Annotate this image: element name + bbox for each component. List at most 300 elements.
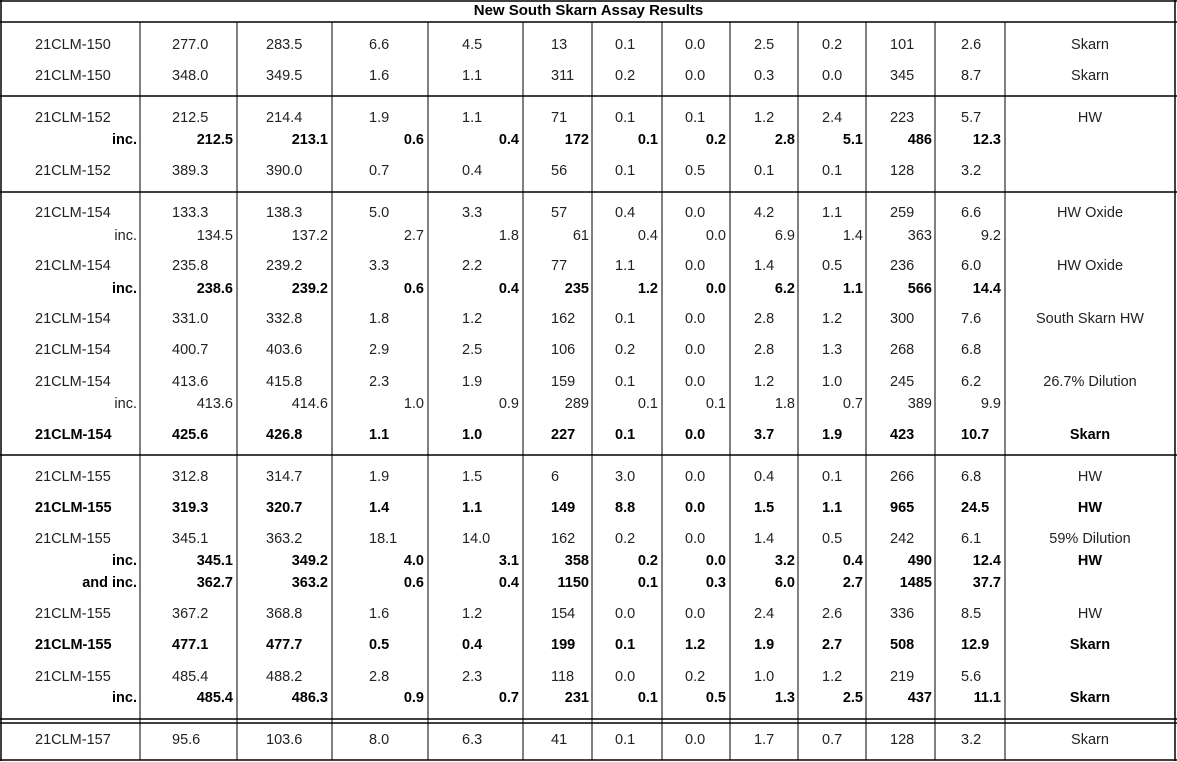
hole-id: 21CLM-155 <box>35 531 111 547</box>
assay-value: 1.1 <box>822 205 843 221</box>
assay-value: 0.0 <box>685 37 706 53</box>
assay-value: 363 <box>907 228 932 244</box>
assay-value: 0.0 <box>685 311 706 327</box>
assay-value: 358 <box>564 553 589 569</box>
assay-value: 1.0 <box>403 396 424 412</box>
assay-value: 0.7 <box>842 396 863 412</box>
assay-value: 488.2 <box>266 669 303 685</box>
assay-value: 4.0 <box>403 553 424 569</box>
assay-value: 0.2 <box>822 37 843 53</box>
assay-value: 0.0 <box>685 342 706 358</box>
assay-value: 118 <box>551 669 575 685</box>
assay-value: 0.1 <box>615 374 636 390</box>
assay-value: 2.5 <box>842 690 863 706</box>
zone-note: HW <box>1077 606 1103 622</box>
assay-value: 5.1 <box>842 132 863 148</box>
zone-note: Skarn <box>1071 732 1109 748</box>
assay-value: 314.7 <box>266 469 303 485</box>
assay-value: 0.0 <box>685 732 706 748</box>
assay-value: 0.0 <box>685 427 706 443</box>
assay-value: 1.0 <box>754 669 775 685</box>
assay-value: 1.4 <box>842 228 863 244</box>
assay-value: 37.7 <box>972 575 1001 591</box>
assay-value: 219 <box>890 669 915 685</box>
assay-value: 0.1 <box>615 427 636 443</box>
assay-value: 289 <box>564 396 589 412</box>
assay-value: 486 <box>907 132 932 148</box>
assay-value: 9.2 <box>980 228 1001 244</box>
zone-note: Skarn <box>1069 690 1111 706</box>
assay-value: 0.1 <box>615 311 636 327</box>
assay-value: 0.2 <box>615 531 636 547</box>
assay-value: 235 <box>564 281 589 297</box>
assay-value: 348.0 <box>172 68 209 84</box>
assay-value: 0.4 <box>615 205 636 221</box>
assay-value: 2.4 <box>822 110 843 126</box>
assay-value: 245 <box>890 374 915 390</box>
assay-value: 0.0 <box>705 553 726 569</box>
assay-value: 277.0 <box>172 37 209 53</box>
assay-value: 2.6 <box>822 606 843 622</box>
zone-note: HW <box>1077 469 1103 485</box>
assay-value: 0.9 <box>403 690 424 706</box>
assay-value: 199 <box>551 637 576 653</box>
zone-note: South Skarn HW <box>1036 311 1144 327</box>
assay-value: 437 <box>907 690 932 706</box>
assay-value: 345 <box>890 68 915 84</box>
assay-value: 0.0 <box>685 500 706 516</box>
assay-value: 1.5 <box>462 469 483 485</box>
assay-value: 1.2 <box>822 669 843 685</box>
zone-note: HW Oxide <box>1056 258 1124 274</box>
assay-value: 1.4 <box>754 258 775 274</box>
assay-value: 1.1 <box>842 281 863 297</box>
assay-value: 236 <box>890 258 915 274</box>
assay-value: 6.9 <box>774 228 795 244</box>
assay-value: 336 <box>890 606 915 622</box>
assay-value: 425.6 <box>172 427 209 443</box>
assay-value: 2.8 <box>369 669 390 685</box>
zone-note: HW Oxide <box>1056 205 1124 221</box>
assay-value: 14.4 <box>972 281 1001 297</box>
assay-value: 12.9 <box>961 637 990 653</box>
assay-value: 1.0 <box>462 427 483 443</box>
assay-value: 349.2 <box>291 553 328 569</box>
assay-value: 0.1 <box>615 732 636 748</box>
assay-value: 477.1 <box>172 637 209 653</box>
assay-value: 0.2 <box>637 553 658 569</box>
assay-value: 1485 <box>899 575 932 591</box>
assay-value: 0.0 <box>615 606 636 622</box>
assay-value: 6.0 <box>961 258 982 274</box>
assay-value: 77 <box>551 258 568 274</box>
include-label: inc. <box>112 690 137 706</box>
assay-value: 486.3 <box>291 690 328 706</box>
assay-value: 3.1 <box>498 553 519 569</box>
assay-value: 0.4 <box>462 163 483 179</box>
assay-value: 490 <box>907 553 932 569</box>
zone-note: 26.7% Dilution <box>1043 374 1137 390</box>
assay-value: 6.0 <box>774 575 795 591</box>
assay-value: 6.6 <box>369 37 390 53</box>
table-title: New South Skarn Assay Results <box>473 2 704 19</box>
hole-id: 21CLM-154 <box>35 205 111 221</box>
hole-id: 21CLM-152 <box>35 110 111 126</box>
assay-value: 2.4 <box>754 606 775 622</box>
assay-value: 6.8 <box>961 469 982 485</box>
assay-value: 6.1 <box>961 531 982 547</box>
assay-value: 227 <box>551 427 576 443</box>
assay-value: 0.0 <box>685 374 706 390</box>
assay-value: 12.3 <box>972 132 1001 148</box>
assay-value: 312.8 <box>172 469 209 485</box>
assay-value: 3.2 <box>961 732 982 748</box>
assay-value: 1.6 <box>369 606 390 622</box>
assay-value: 0.1 <box>754 163 775 179</box>
assay-value: 1.1 <box>822 500 843 516</box>
assay-value: 3.2 <box>961 163 982 179</box>
assay-value: 212.5 <box>196 132 233 148</box>
assay-value: 415.8 <box>266 374 303 390</box>
assay-value: 362.7 <box>196 575 233 591</box>
assay-value: 2.2 <box>462 258 483 274</box>
assay-value: 349.5 <box>266 68 303 84</box>
zone-note: Skarn <box>1071 37 1109 53</box>
assay-value: 1150 <box>557 575 589 591</box>
assay-value: 8.7 <box>961 68 982 84</box>
assay-value: 5.0 <box>369 205 390 221</box>
assay-value: 485.4 <box>196 690 233 706</box>
assay-value: 319.3 <box>172 500 209 516</box>
assay-value: 283.5 <box>266 37 303 53</box>
assay-value: 0.4 <box>498 575 519 591</box>
assay-value: 162 <box>551 311 576 327</box>
assay-value: 0.0 <box>685 531 706 547</box>
assay-value: 0.4 <box>498 281 519 297</box>
assay-value: 266 <box>890 469 915 485</box>
assay-value: 106 <box>551 342 576 358</box>
include-label: inc. <box>112 553 137 569</box>
hole-id: 21CLM-154 <box>35 374 111 390</box>
assay-value: 1.1 <box>462 500 483 516</box>
assay-value: 56 <box>551 163 568 179</box>
assay-value: 6.2 <box>961 374 982 390</box>
assay-value: 0.2 <box>705 132 726 148</box>
assay-value: 0.1 <box>822 163 843 179</box>
assay-value: 0.1 <box>822 469 843 485</box>
assay-value: 61 <box>572 228 589 244</box>
assay-value: 332.8 <box>266 311 303 327</box>
assay-value: 4.2 <box>754 205 775 221</box>
assay-value: 0.2 <box>685 669 706 685</box>
assay-value: 214.4 <box>266 110 303 126</box>
assay-value: 0.7 <box>822 732 843 748</box>
assay-value: 11.1 <box>973 690 1001 706</box>
assay-value: 0.1 <box>615 110 636 126</box>
include-label: inc. <box>114 396 137 412</box>
assay-value: 159 <box>551 374 576 390</box>
assay-value: 128 <box>890 732 915 748</box>
assay-value: 7.6 <box>961 311 982 327</box>
assay-value: 3.2 <box>774 553 795 569</box>
assay-value: 1.2 <box>754 110 775 126</box>
assay-value: 413.6 <box>196 396 233 412</box>
assay-value: 389.3 <box>172 163 209 179</box>
hole-id: 21CLM-154 <box>35 258 111 274</box>
zone-note: 59% Dilution <box>1049 531 1131 547</box>
assay-value: 1.4 <box>754 531 775 547</box>
hole-id: 21CLM-150 <box>35 37 111 53</box>
assay-value: 71 <box>551 110 568 126</box>
assay-value: 149 <box>551 500 576 516</box>
include-label: and inc. <box>82 575 137 591</box>
assay-value: 57 <box>551 205 568 221</box>
assay-value: 566 <box>907 281 932 297</box>
assay-value: 2.7 <box>403 228 424 244</box>
assay-value: 259 <box>890 205 915 221</box>
assay-value: 423 <box>890 427 915 443</box>
assay-value: 3.3 <box>462 205 483 221</box>
assay-value: 0.1 <box>705 396 726 412</box>
assay-value: 1.3 <box>774 690 795 706</box>
assay-value: 1.2 <box>822 311 843 327</box>
hole-id: 21CLM-154 <box>35 427 112 443</box>
assay-value: 133.3 <box>172 205 209 221</box>
assay-value: 414.6 <box>291 396 328 412</box>
assay-value: 0.4 <box>842 553 863 569</box>
assay-value: 965 <box>890 500 915 516</box>
hole-id: 21CLM-155 <box>35 500 112 516</box>
assay-value: 6 <box>551 469 560 485</box>
include-label: inc. <box>114 228 137 244</box>
assay-value: 363.2 <box>266 531 303 547</box>
assay-value: 2.8 <box>754 342 775 358</box>
assay-value: 0.1 <box>615 637 636 653</box>
assay-value: 1.8 <box>774 396 795 412</box>
assay-value: 1.7 <box>754 732 775 748</box>
assay-value: 138.3 <box>266 205 303 221</box>
assay-value: 9.9 <box>980 396 1001 412</box>
hole-id: 21CLM-157 <box>35 732 111 748</box>
assay-value: 0.1 <box>637 396 658 412</box>
assay-value: 24.5 <box>961 500 990 516</box>
assay-value: 3.0 <box>615 469 636 485</box>
assay-value: 1.3 <box>822 342 843 358</box>
assay-value: 0.7 <box>369 163 390 179</box>
assay-value: 239.2 <box>266 258 303 274</box>
assay-value: 41 <box>551 732 568 748</box>
assay-value: 8.8 <box>615 500 636 516</box>
assay-value: 0.1 <box>685 110 706 126</box>
assay-value: 0.3 <box>754 68 775 84</box>
hole-id: 21CLM-154 <box>35 311 111 327</box>
assay-value: 1.0 <box>822 374 843 390</box>
assay-value: 0.1 <box>637 690 658 706</box>
assay-value: 1.8 <box>369 311 390 327</box>
assay-value: 10.7 <box>961 427 990 443</box>
assay-value: 2.3 <box>369 374 390 390</box>
zone-note: Skarn <box>1069 427 1111 443</box>
assay-value: 1.1 <box>462 110 483 126</box>
assay-value: 345.1 <box>172 531 209 547</box>
assay-value: 0.1 <box>637 132 658 148</box>
assay-value: 368.8 <box>266 606 303 622</box>
hole-id: 21CLM-155 <box>35 469 111 485</box>
assay-value: 311 <box>551 68 575 84</box>
hole-id: 21CLM-150 <box>35 68 111 84</box>
assay-value: 0.6 <box>403 132 424 148</box>
assay-value: 320.7 <box>266 500 303 516</box>
assay-value: 331.0 <box>172 311 209 327</box>
assay-value: 2.5 <box>754 37 775 53</box>
assay-value: 268 <box>890 342 915 358</box>
assay-value: 12.4 <box>972 553 1001 569</box>
assay-value: 2.8 <box>774 132 795 148</box>
assay-value: 2.5 <box>462 342 483 358</box>
assay-value: 300 <box>890 311 915 327</box>
assay-value: 239.2 <box>291 281 328 297</box>
assay-value: 162 <box>551 531 576 547</box>
assay-value: 5.7 <box>961 110 982 126</box>
assay-value: 0.3 <box>705 575 726 591</box>
assay-value: 3.7 <box>754 427 775 443</box>
assay-value: 0.6 <box>403 281 424 297</box>
assay-value: 2.9 <box>369 342 390 358</box>
include-label: inc. <box>112 281 137 297</box>
hole-id: 21CLM-155 <box>35 606 111 622</box>
assay-value: 390.0 <box>266 163 303 179</box>
hole-id: 21CLM-154 <box>35 342 111 358</box>
assay-value: 242 <box>890 531 915 547</box>
assay-value: 231 <box>564 690 589 706</box>
assay-value: 5.6 <box>961 669 982 685</box>
assay-value: 485.4 <box>172 669 209 685</box>
assay-value: 14.0 <box>462 531 491 547</box>
assay-value: 2.6 <box>961 37 982 53</box>
assay-value: 0.0 <box>685 68 706 84</box>
hole-id: 21CLM-152 <box>35 163 111 179</box>
assay-value: 0.0 <box>705 281 726 297</box>
assay-value: 1.2 <box>637 281 658 297</box>
assay-value: 0.2 <box>615 342 636 358</box>
assay-value: 0.0 <box>705 228 726 244</box>
assay-value: 508 <box>890 637 915 653</box>
assay-value: 6.8 <box>961 342 982 358</box>
assay-value: 426.8 <box>266 427 303 443</box>
assay-value: 0.0 <box>685 606 706 622</box>
assay-value: 1.8 <box>498 228 519 244</box>
assay-value: 8.5 <box>961 606 982 622</box>
assay-value: 413.6 <box>172 374 209 390</box>
assay-value: 1.1 <box>615 258 636 274</box>
assay-value: 1.2 <box>462 606 483 622</box>
assay-value: 367.2 <box>172 606 209 622</box>
assay-value: 0.0 <box>685 258 706 274</box>
assay-value: 0.5 <box>369 637 390 653</box>
assay-value: 1.2 <box>754 374 775 390</box>
assay-value: 2.8 <box>754 311 775 327</box>
assay-value: 1.6 <box>369 68 390 84</box>
include-label: inc. <box>112 132 137 148</box>
assay-value: 1.1 <box>369 427 390 443</box>
assay-value: 0.0 <box>822 68 843 84</box>
assay-value: 213.1 <box>291 132 328 148</box>
assay-value: 6.3 <box>462 732 483 748</box>
assay-value: 1.1 <box>462 68 483 84</box>
assay-value: 0.4 <box>637 228 658 244</box>
assay-value: 2.7 <box>822 637 843 653</box>
assay-value: 0.9 <box>498 396 519 412</box>
assay-value: 0.0 <box>685 205 706 221</box>
hole-id: 21CLM-155 <box>35 637 112 653</box>
zone-note: Skarn <box>1069 637 1111 653</box>
assay-value: 18.1 <box>369 531 398 547</box>
assay-value: 0.5 <box>822 531 843 547</box>
assay-value: 128 <box>890 163 915 179</box>
zone-note: HW <box>1077 110 1103 126</box>
assay-value: 2.3 <box>462 669 483 685</box>
assay-value: 363.2 <box>291 575 328 591</box>
assay-value: 389 <box>907 396 932 412</box>
assay-value: 0.1 <box>637 575 658 591</box>
assay-value: 101 <box>890 37 915 53</box>
assay-value: 212.5 <box>172 110 209 126</box>
zone-note: Skarn <box>1071 68 1109 84</box>
assay-value: 0.5 <box>685 163 706 179</box>
assay-value: 1.9 <box>369 469 390 485</box>
assay-value: 238.6 <box>196 281 233 297</box>
assay-value: 4.5 <box>462 37 483 53</box>
assay-value: 1.9 <box>369 110 390 126</box>
assay-value: 1.2 <box>685 637 706 653</box>
assay-value: 400.7 <box>172 342 209 358</box>
assay-value: 95.6 <box>172 732 201 748</box>
assay-value: 0.4 <box>498 132 519 148</box>
assay-value: 1.2 <box>462 311 483 327</box>
hole-id: 21CLM-155 <box>35 669 111 685</box>
assay-value: 477.7 <box>266 637 303 653</box>
assay-value: 1.4 <box>369 500 390 516</box>
assay-value: 0.0 <box>685 469 706 485</box>
assay-value: 0.1 <box>615 37 636 53</box>
assay-value: 0.6 <box>403 575 424 591</box>
assay-value: 0.4 <box>462 637 483 653</box>
assay-value: 134.5 <box>196 228 233 244</box>
assay-value: 154 <box>551 606 576 622</box>
assay-value: 1.9 <box>462 374 483 390</box>
assay-value: 0.5 <box>822 258 843 274</box>
assay-value: 6.6 <box>961 205 982 221</box>
assay-value: 2.7 <box>842 575 863 591</box>
assay-value: 1.9 <box>754 637 775 653</box>
assay-value: 0.0 <box>615 669 636 685</box>
assay-value: 0.1 <box>615 163 636 179</box>
zone-note: HW <box>1077 553 1103 569</box>
assay-value: 0.4 <box>754 469 775 485</box>
assay-value: 103.6 <box>266 732 303 748</box>
assay-value: 0.5 <box>705 690 726 706</box>
assay-value: 172 <box>564 132 589 148</box>
zone-note: HW <box>1077 500 1103 516</box>
assay-value: 13 <box>551 37 568 53</box>
assay-value: 0.2 <box>615 68 636 84</box>
assay-value: 345.1 <box>196 553 233 569</box>
assay-value: 235.8 <box>172 258 209 274</box>
assay-value: 403.6 <box>266 342 303 358</box>
assay-value: 8.0 <box>369 732 390 748</box>
assay-value: 6.2 <box>774 281 795 297</box>
assay-value: 223 <box>890 110 915 126</box>
